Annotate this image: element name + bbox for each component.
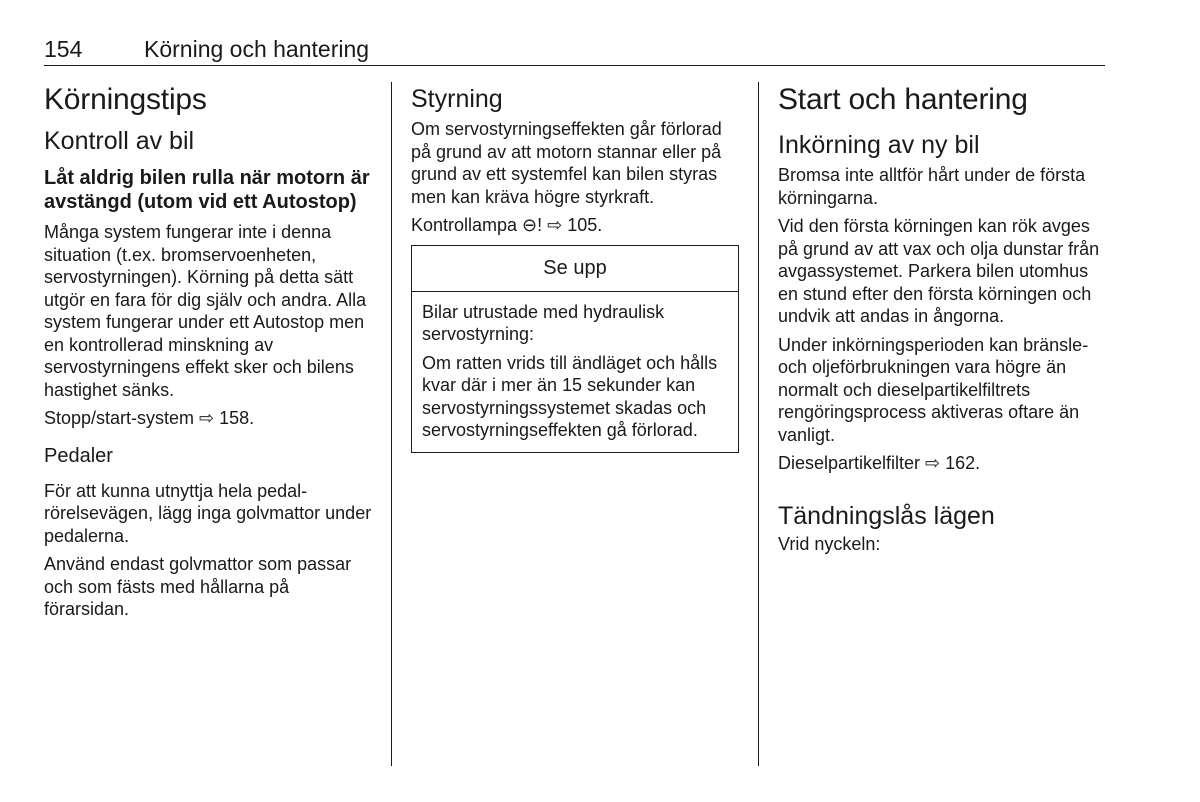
paragraph-turn-key: Vrid nyckeln: bbox=[778, 533, 881, 554]
reference-dieselpartikelfilter[interactable]: Dieselpartikelfilter ⇨ 162. bbox=[778, 453, 981, 473]
column-divider-1 bbox=[391, 82, 392, 766]
warning-heading: Låt aldrig bilen rulla när motorn är avstängd (utom vid ett Autostop) bbox=[44, 167, 370, 213]
caution-body bbox=[412, 292, 738, 452]
paragraph-pedals: För att kunna utnyttja hela pedalrörelsevägen, lägg inga golvmattor under pedalerna. bbox=[44, 480, 372, 546]
caution-title: Se upp bbox=[412, 246, 738, 292]
paragraph-smoke: Vid den första körningen kan rök avges på grund av att vax och olja dunstar från avgassystemet. Parkera bilen utomhus en stund efter den första körningen och undvik att andas in ångorna. bbox=[778, 216, 1100, 326]
paragraph-steering: Om servostyrningseffekten går förlorad på grund av att motorn stannar eller på grund av ett systemfel kan bilen styras men kan kräva högre styrkraft. bbox=[411, 119, 722, 207]
page-header bbox=[44, 33, 1105, 66]
column-1 bbox=[44, 82, 374, 627]
paragraph-consumption: Under inkörningsperioden kan bränsle- och oljeförbrukningen vara högre än normalt och dieselpartikelfiltrets rengöringsprocess aktiveras oftare än vanligt. bbox=[778, 334, 1089, 445]
paragraph-systems: Många system fungerar inte i denna situation (t.ex. bromservoenheten, servostyrningen). Körning på detta sätt utgör en fara för dig själv och andra. Alla system fungerar under ett Autostop men en kontrollerad minskning av servostyrningens effekt sker och bilens hastighet sänks. bbox=[44, 222, 367, 400]
section-title-start: Start och hantering bbox=[778, 83, 1028, 116]
paragraph-braking: Bromsa inte alltför hårt under de första körningarna. bbox=[778, 165, 1086, 208]
caution-box bbox=[411, 245, 739, 453]
caution-paragraph-1: Bilar utrustade med hydraulisk servostyrning: bbox=[422, 301, 665, 344]
paragraph-floor-mats: Använd endast golvmattor som passar och som fästs med hållarna på förarsidan. bbox=[44, 554, 352, 619]
section-title-styrning: Styrning bbox=[411, 85, 503, 113]
subsection-title-kontroll: Kontroll av bil bbox=[44, 127, 195, 155]
column-divider-2 bbox=[758, 82, 759, 766]
reference-kontrollampa[interactable]: Kontrollampa ⊖! ⇨ 105. bbox=[411, 215, 603, 235]
reference-stopp-start[interactable]: Stopp/start-system ⇨ 158. bbox=[44, 408, 255, 428]
column-3 bbox=[778, 82, 1110, 561]
section-title-korningstips: Körningstips bbox=[44, 83, 207, 116]
chapter-title: Körning och hantering bbox=[144, 36, 370, 62]
caution-paragraph-2: Om ratten vrids till ändläget och hålls kvar där i mer än 15 sekunder kan servostyrningssystemet skadas och servostyrningseffekten gå förlorad. bbox=[422, 352, 718, 440]
subsection-title-tandningslas: Tändningslås lägen bbox=[778, 501, 995, 530]
column-2 bbox=[411, 82, 739, 453]
subsection-title-inkorning: Inkörning av ny bil bbox=[778, 131, 980, 159]
page-number: 154 bbox=[44, 36, 83, 62]
pedals-heading: Pedaler bbox=[44, 444, 113, 467]
